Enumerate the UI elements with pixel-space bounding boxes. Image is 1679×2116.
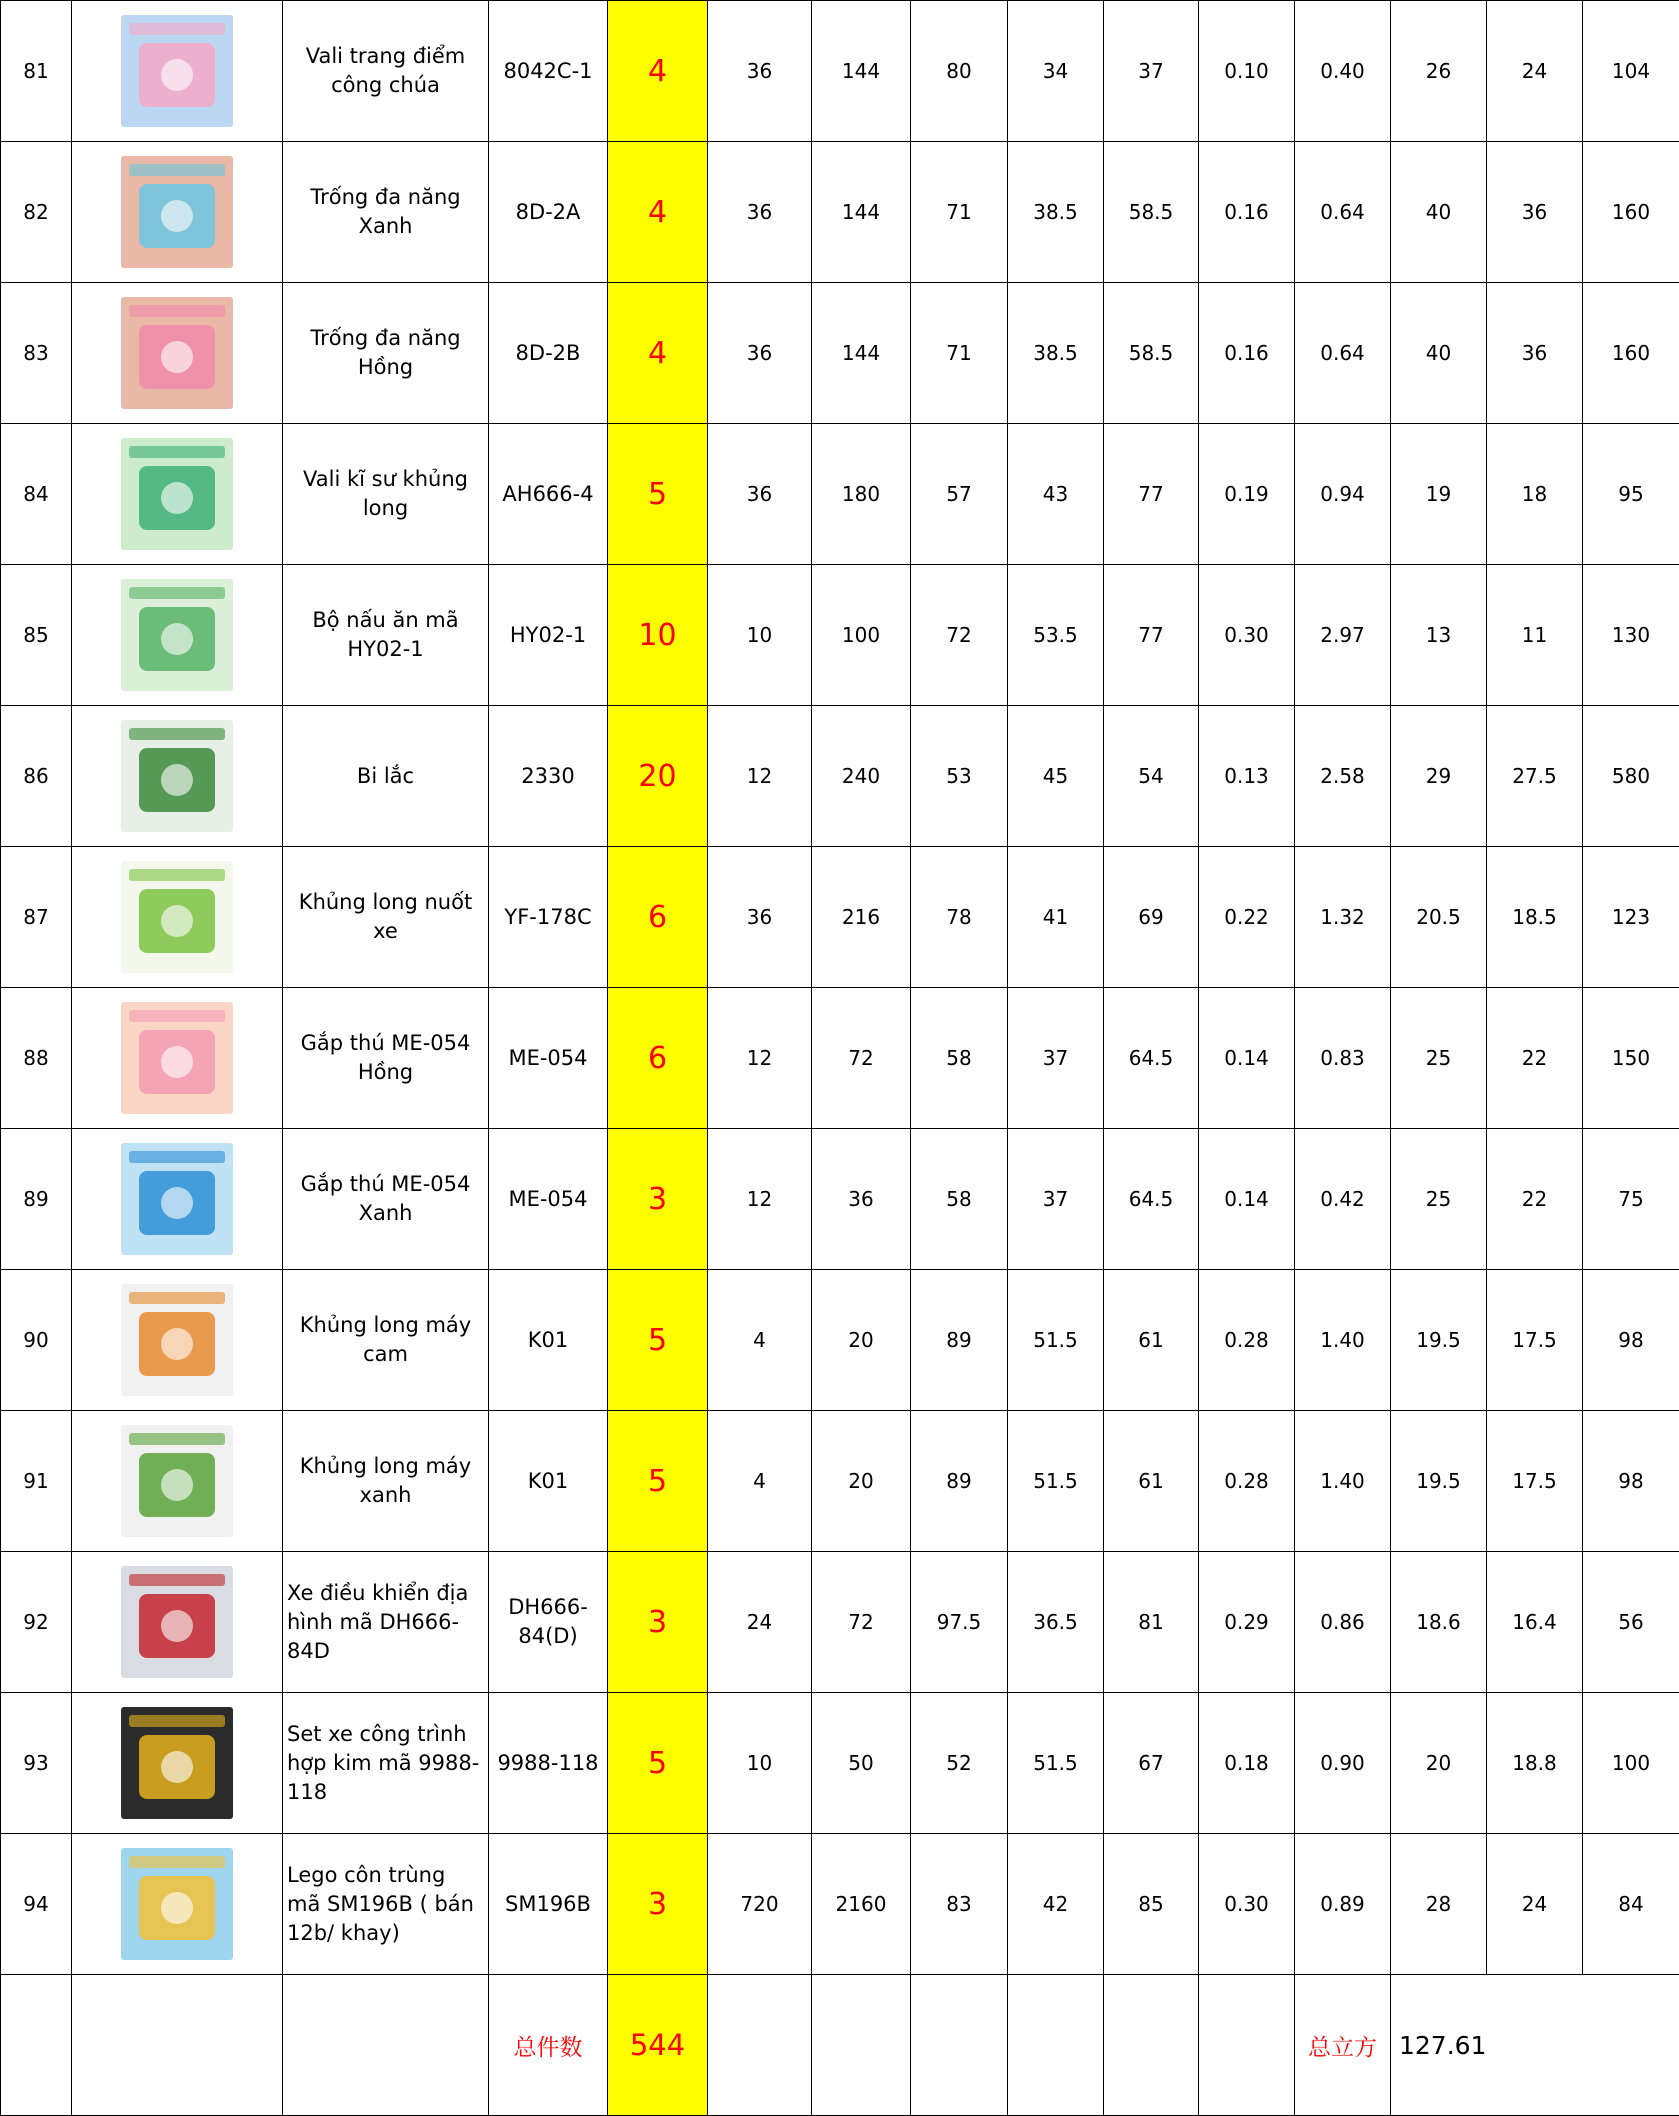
- pcs-per-carton-cell: 36: [708, 283, 812, 424]
- total-cbm-cell: 1.40: [1295, 1411, 1391, 1552]
- carton-width-cell: 38.5: [1008, 142, 1104, 283]
- carton-width-cell: 41: [1008, 847, 1104, 988]
- product-image-cell: [72, 847, 283, 988]
- model-code-cell: DH666-84(D): [489, 1552, 608, 1693]
- product-image-cell: [72, 1, 283, 142]
- totals-empty-cell: [1, 1975, 72, 2116]
- table-row: [1, 1, 1679, 142]
- insect-lego-set-photo: [121, 1848, 233, 1960]
- product-image-cell: [72, 1270, 283, 1411]
- carton-length-cell: 58: [911, 1129, 1008, 1270]
- totals-empty-cell: [1199, 1975, 1295, 2116]
- carton-cbm-cell: 0.29: [1199, 1552, 1295, 1693]
- row-number-cell: 85: [1, 565, 72, 706]
- total-qty-value: 544: [608, 1975, 708, 2116]
- net-weight-cell: 17.5: [1487, 1270, 1583, 1411]
- gross-weight-cell: 29: [1391, 706, 1487, 847]
- product-name-cell: Vali trang điểm công chúa: [283, 1, 489, 142]
- net-weight-cell: 16.4: [1487, 1552, 1583, 1693]
- total-pcs-cell: 72: [812, 1552, 911, 1693]
- pcs-per-carton-cell: 36: [708, 847, 812, 988]
- carton-length-cell: 72: [911, 565, 1008, 706]
- total-weight-cell: 160: [1583, 283, 1679, 424]
- row-number-cell: 87: [1, 847, 72, 988]
- pcs-per-carton-cell: 36: [708, 142, 812, 283]
- total-weight-cell: 95: [1583, 424, 1679, 565]
- table-row: [1, 565, 1679, 706]
- princess-vanity-set-photo: [121, 15, 233, 127]
- product-image-cell: [72, 1834, 283, 1975]
- quantity-cell: 5: [608, 424, 708, 565]
- net-weight-cell: 11: [1487, 565, 1583, 706]
- green-robot-dinosaur-photo: [121, 1425, 233, 1537]
- table-row: [1, 424, 1679, 565]
- carton-length-cell: 89: [911, 1270, 1008, 1411]
- carton-cbm-cell: 0.13: [1199, 706, 1295, 847]
- net-weight-cell: 24: [1487, 1, 1583, 142]
- table-row: [1, 1693, 1679, 1834]
- net-weight-cell: 27.5: [1487, 706, 1583, 847]
- product-name-cell: Lego côn trùng mã SM196B ( bán 12b/ khay): [283, 1834, 489, 1975]
- total-cbm-cell: 0.42: [1295, 1129, 1391, 1270]
- row-number-cell: 81: [1, 1, 72, 142]
- total-cbm-cell: 0.86: [1295, 1552, 1391, 1693]
- table-row: [1, 1270, 1679, 1411]
- total-cbm-cell: 0.90: [1295, 1693, 1391, 1834]
- gross-weight-cell: 25: [1391, 1129, 1487, 1270]
- product-name-cell: Khủng long nuốt xe: [283, 847, 489, 988]
- pcs-per-carton-cell: 36: [708, 424, 812, 565]
- gross-weight-cell: 19.5: [1391, 1270, 1487, 1411]
- total-cbm-cell: 2.97: [1295, 565, 1391, 706]
- total-cbm-cell: 0.64: [1295, 142, 1391, 283]
- total-cbm-cell: 0.64: [1295, 283, 1391, 424]
- claw-machine-blue-photo: [121, 1143, 233, 1255]
- product-image-cell: [72, 706, 283, 847]
- total-pcs-cell: 50: [812, 1693, 911, 1834]
- carton-cbm-cell: 0.28: [1199, 1411, 1295, 1552]
- row-number-cell: 89: [1, 1129, 72, 1270]
- row-number-cell: 90: [1, 1270, 72, 1411]
- quantity-cell: 5: [608, 1270, 708, 1411]
- carton-length-cell: 71: [911, 283, 1008, 424]
- dinosaur-tool-case-photo: [121, 438, 233, 550]
- kitchen-play-set-photo: [121, 579, 233, 691]
- row-number-cell: 84: [1, 424, 72, 565]
- carton-width-cell: 37: [1008, 988, 1104, 1129]
- total-cbm-cell: 1.32: [1295, 847, 1391, 988]
- pcs-per-carton-cell: 4: [708, 1270, 812, 1411]
- total-weight-cell: 130: [1583, 565, 1679, 706]
- quantity-cell: 5: [608, 1411, 708, 1552]
- carton-length-cell: 78: [911, 847, 1008, 988]
- dinosaur-car-eater-photo: [121, 861, 233, 973]
- quantity-cell: 4: [608, 1, 708, 142]
- total-pcs-cell: 20: [812, 1270, 911, 1411]
- carton-length-cell: 71: [911, 142, 1008, 283]
- model-code-cell: ME-054: [489, 1129, 608, 1270]
- carton-length-cell: 57: [911, 424, 1008, 565]
- quantity-cell: 3: [608, 1129, 708, 1270]
- table-row: [1, 283, 1679, 424]
- carton-cbm-cell: 0.30: [1199, 1834, 1295, 1975]
- total-weight-cell: 75: [1583, 1129, 1679, 1270]
- carton-cbm-cell: 0.30: [1199, 565, 1295, 706]
- carton-length-cell: 53: [911, 706, 1008, 847]
- total-weight-cell: 150: [1583, 988, 1679, 1129]
- table-row: [1, 1552, 1679, 1693]
- carton-cbm-cell: 0.14: [1199, 988, 1295, 1129]
- gross-weight-cell: 25: [1391, 988, 1487, 1129]
- foosball-game-photo: [121, 720, 233, 832]
- product-name-cell: Gắp thú ME-054 Xanh: [283, 1129, 489, 1270]
- gross-weight-cell: 28: [1391, 1834, 1487, 1975]
- carton-height-cell: 61: [1104, 1411, 1199, 1552]
- totals-row: [1, 1975, 1679, 2116]
- carton-width-cell: 34: [1008, 1, 1104, 142]
- gross-weight-cell: 13: [1391, 565, 1487, 706]
- product-name-cell: Set xe công trình hợp kim mã 9988-118: [283, 1693, 489, 1834]
- quantity-cell: 4: [608, 283, 708, 424]
- total-pcs-cell: 144: [812, 1, 911, 142]
- total-pcs-cell: 180: [812, 424, 911, 565]
- total-pcs-cell: 144: [812, 283, 911, 424]
- carton-height-cell: 58.5: [1104, 142, 1199, 283]
- rc-offroad-car-photo: [121, 1566, 233, 1678]
- pcs-per-carton-cell: 720: [708, 1834, 812, 1975]
- total-weight-cell: 104: [1583, 1, 1679, 142]
- carton-width-cell: 51.5: [1008, 1270, 1104, 1411]
- carton-width-cell: 51.5: [1008, 1693, 1104, 1834]
- total-cbm-cell: 0.89: [1295, 1834, 1391, 1975]
- net-weight-cell: 18: [1487, 424, 1583, 565]
- claw-machine-pink-photo: [121, 1002, 233, 1114]
- model-code-cell: 2330: [489, 706, 608, 847]
- total-cbm-cell: 0.94: [1295, 424, 1391, 565]
- net-weight-cell: 24: [1487, 1834, 1583, 1975]
- table-body: [1, 1, 1679, 1975]
- total-weight-cell: 123: [1583, 847, 1679, 988]
- quantity-cell: 10: [608, 565, 708, 706]
- carton-width-cell: 51.5: [1008, 1411, 1104, 1552]
- carton-cbm-cell: 0.16: [1199, 283, 1295, 424]
- totals-empty-cell: [911, 1975, 1008, 2116]
- totals-empty-cell: [1104, 1975, 1199, 2116]
- pcs-per-carton-cell: 4: [708, 1411, 812, 1552]
- row-number-cell: 94: [1, 1834, 72, 1975]
- totals-empty-cell: [708, 1975, 812, 2116]
- table-row: [1, 847, 1679, 988]
- carton-height-cell: 61: [1104, 1270, 1199, 1411]
- total-pcs-cell: 144: [812, 142, 911, 283]
- pcs-per-carton-cell: 12: [708, 988, 812, 1129]
- pcs-per-carton-cell: 10: [708, 1693, 812, 1834]
- totals-empty-cell: [72, 1975, 283, 2116]
- net-weight-cell: 36: [1487, 142, 1583, 283]
- quantity-cell: 4: [608, 142, 708, 283]
- gross-weight-cell: 19: [1391, 424, 1487, 565]
- pcs-per-carton-cell: 24: [708, 1552, 812, 1693]
- quantity-cell: 20: [608, 706, 708, 847]
- model-code-cell: K01: [489, 1270, 608, 1411]
- orange-robot-dinosaur-photo: [121, 1284, 233, 1396]
- row-number-cell: 82: [1, 142, 72, 283]
- gross-weight-cell: 20: [1391, 1693, 1487, 1834]
- pcs-per-carton-cell: 36: [708, 1, 812, 142]
- row-number-cell: 93: [1, 1693, 72, 1834]
- carton-length-cell: 80: [911, 1, 1008, 142]
- product-name-cell: Vali kĩ sư khủng long: [283, 424, 489, 565]
- carton-width-cell: 45: [1008, 706, 1104, 847]
- net-weight-cell: 36: [1487, 283, 1583, 424]
- carton-cbm-cell: 0.16: [1199, 142, 1295, 283]
- carton-width-cell: 43: [1008, 424, 1104, 565]
- product-name-cell: Trống đa năng Hồng: [283, 283, 489, 424]
- model-code-cell: 8042C-1: [489, 1, 608, 142]
- table-row: [1, 1834, 1679, 1975]
- total-pcs-cell: 36: [812, 1129, 911, 1270]
- carton-height-cell: 64.5: [1104, 1129, 1199, 1270]
- table-row: [1, 706, 1679, 847]
- construction-vehicle-set-photo: [121, 1707, 233, 1819]
- carton-cbm-cell: 0.19: [1199, 424, 1295, 565]
- table-row: [1, 142, 1679, 283]
- carton-height-cell: 37: [1104, 1, 1199, 142]
- carton-width-cell: 53.5: [1008, 565, 1104, 706]
- quantity-cell: 6: [608, 847, 708, 988]
- product-name-cell: Gắp thú ME-054 Hồng: [283, 988, 489, 1129]
- total-cbm-cell: 0.83: [1295, 988, 1391, 1129]
- carton-cbm-cell: 0.22: [1199, 847, 1295, 988]
- gross-weight-cell: 40: [1391, 283, 1487, 424]
- totals-empty-cell: [1008, 1975, 1104, 2116]
- net-weight-cell: 18.5: [1487, 847, 1583, 988]
- total-pcs-cell: 2160: [812, 1834, 911, 1975]
- total-pcs-cell: 240: [812, 706, 911, 847]
- carton-length-cell: 58: [911, 988, 1008, 1129]
- carton-cbm-cell: 0.14: [1199, 1129, 1295, 1270]
- total-weight-cell: 84: [1583, 1834, 1679, 1975]
- carton-length-cell: 97.5: [911, 1552, 1008, 1693]
- net-weight-cell: 22: [1487, 1129, 1583, 1270]
- model-code-cell: YF-178C: [489, 847, 608, 988]
- product-image-cell: [72, 283, 283, 424]
- gross-weight-cell: 26: [1391, 1, 1487, 142]
- totals-empty-cell: [283, 1975, 489, 2116]
- carton-length-cell: 89: [911, 1411, 1008, 1552]
- total-cbm-cell: 1.40: [1295, 1270, 1391, 1411]
- net-weight-cell: 17.5: [1487, 1411, 1583, 1552]
- total-weight-cell: 56: [1583, 1552, 1679, 1693]
- pcs-per-carton-cell: 12: [708, 1129, 812, 1270]
- total-qty-label: 总件数: [489, 1975, 608, 2116]
- total-cbm-cell: 0.40: [1295, 1, 1391, 142]
- quantity-cell: 3: [608, 1552, 708, 1693]
- pcs-per-carton-cell: 12: [708, 706, 812, 847]
- carton-length-cell: 52: [911, 1693, 1008, 1834]
- product-image-cell: [72, 1411, 283, 1552]
- total-volume-value: 127.61: [1391, 1975, 1679, 2116]
- model-code-cell: 9988-118: [489, 1693, 608, 1834]
- quantity-cell: 6: [608, 988, 708, 1129]
- gross-weight-cell: 18.6: [1391, 1552, 1487, 1693]
- carton-height-cell: 64.5: [1104, 988, 1199, 1129]
- product-name-cell: Khủng long máy cam: [283, 1270, 489, 1411]
- row-number-cell: 91: [1, 1411, 72, 1552]
- table-row: [1, 1411, 1679, 1552]
- quantity-cell: 5: [608, 1693, 708, 1834]
- carton-height-cell: 77: [1104, 424, 1199, 565]
- gross-weight-cell: 19.5: [1391, 1411, 1487, 1552]
- total-pcs-cell: 100: [812, 565, 911, 706]
- total-pcs-cell: 216: [812, 847, 911, 988]
- product-name-cell: Khủng long máy xanh: [283, 1411, 489, 1552]
- model-code-cell: AH666-4: [489, 424, 608, 565]
- model-code-cell: ME-054: [489, 988, 608, 1129]
- totals-empty-cell: [812, 1975, 911, 2116]
- carton-height-cell: 85: [1104, 1834, 1199, 1975]
- carton-cbm-cell: 0.10: [1199, 1, 1295, 142]
- row-number-cell: 92: [1, 1552, 72, 1693]
- model-code-cell: SM196B: [489, 1834, 608, 1975]
- total-pcs-cell: 72: [812, 988, 911, 1129]
- total-cbm-cell: 2.58: [1295, 706, 1391, 847]
- gross-weight-cell: 40: [1391, 142, 1487, 283]
- product-name-cell: Bộ nấu ăn mã HY02-1: [283, 565, 489, 706]
- product-image-cell: [72, 988, 283, 1129]
- product-image-cell: [72, 424, 283, 565]
- carton-width-cell: 42: [1008, 1834, 1104, 1975]
- carton-length-cell: 83: [911, 1834, 1008, 1975]
- gross-weight-cell: 20.5: [1391, 847, 1487, 988]
- row-number-cell: 83: [1, 283, 72, 424]
- product-image-cell: [72, 1129, 283, 1270]
- product-name-cell: Trống đa năng Xanh: [283, 142, 489, 283]
- product-name-cell: Xe điều khiển địa hình mã DH666-84D: [283, 1552, 489, 1693]
- model-code-cell: HY02-1: [489, 565, 608, 706]
- total-volume-label: 总立方: [1295, 1975, 1391, 2116]
- carton-width-cell: 38.5: [1008, 283, 1104, 424]
- model-code-cell: 8D-2B: [489, 283, 608, 424]
- total-weight-cell: 160: [1583, 142, 1679, 283]
- carton-height-cell: 77: [1104, 565, 1199, 706]
- carton-height-cell: 69: [1104, 847, 1199, 988]
- total-weight-cell: 100: [1583, 1693, 1679, 1834]
- carton-cbm-cell: 0.18: [1199, 1693, 1295, 1834]
- pcs-per-carton-cell: 10: [708, 565, 812, 706]
- product-image-cell: [72, 1552, 283, 1693]
- row-number-cell: 86: [1, 706, 72, 847]
- product-name-cell: Bi lắc: [283, 706, 489, 847]
- quantity-cell: 3: [608, 1834, 708, 1975]
- product-image-cell: [72, 142, 283, 283]
- carton-width-cell: 37: [1008, 1129, 1104, 1270]
- net-weight-cell: 22: [1487, 988, 1583, 1129]
- table-row: [1, 1129, 1679, 1270]
- carton-height-cell: 54: [1104, 706, 1199, 847]
- drum-toy-blue-photo: [121, 156, 233, 268]
- carton-height-cell: 58.5: [1104, 283, 1199, 424]
- model-code-cell: 8D-2A: [489, 142, 608, 283]
- product-image-cell: [72, 1693, 283, 1834]
- model-code-cell: K01: [489, 1411, 608, 1552]
- carton-width-cell: 36.5: [1008, 1552, 1104, 1693]
- total-weight-cell: 98: [1583, 1270, 1679, 1411]
- net-weight-cell: 18.8: [1487, 1693, 1583, 1834]
- total-pcs-cell: 20: [812, 1411, 911, 1552]
- carton-cbm-cell: 0.28: [1199, 1270, 1295, 1411]
- drum-toy-pink-photo: [121, 297, 233, 409]
- table-row: [1, 988, 1679, 1129]
- product-image-cell: [72, 565, 283, 706]
- total-weight-cell: 98: [1583, 1411, 1679, 1552]
- row-number-cell: 88: [1, 988, 72, 1129]
- carton-height-cell: 81: [1104, 1552, 1199, 1693]
- total-weight-cell: 580: [1583, 706, 1679, 847]
- carton-height-cell: 67: [1104, 1693, 1199, 1834]
